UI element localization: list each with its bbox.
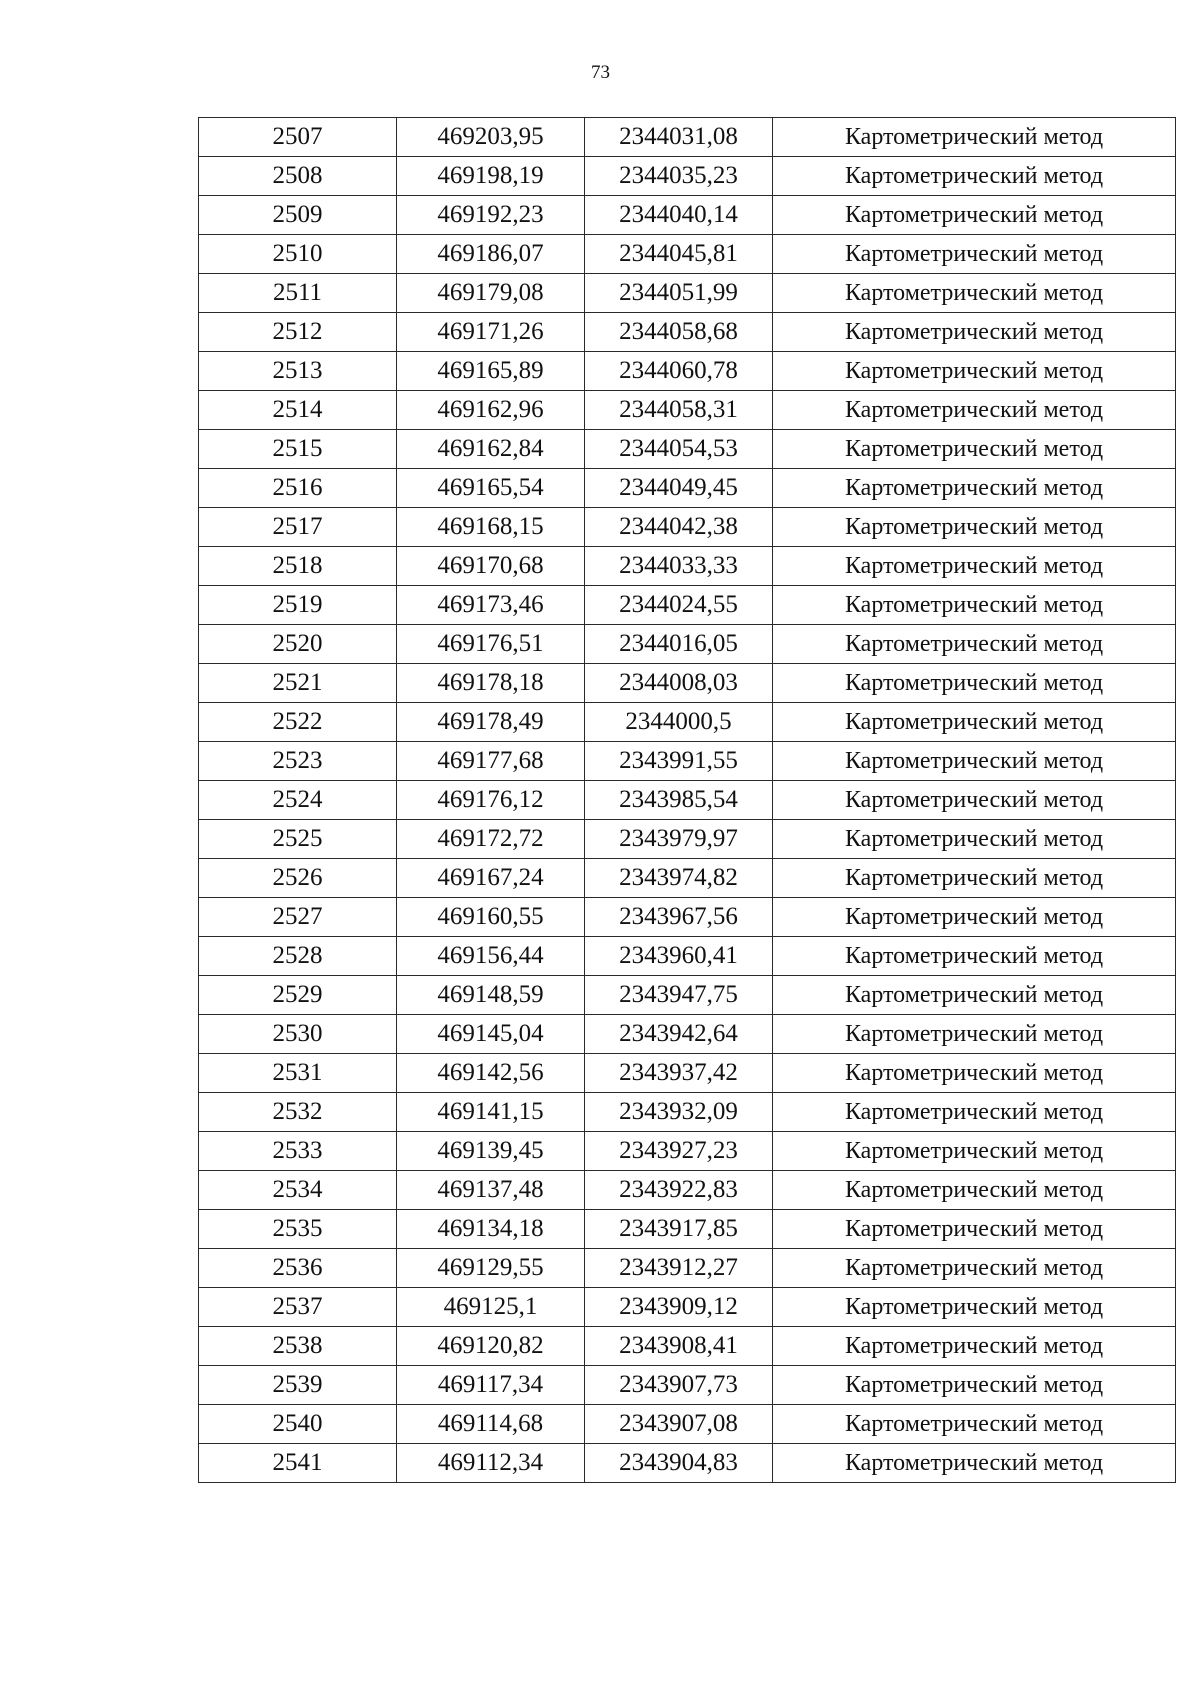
table-row xyxy=(199,196,1176,235)
table-row xyxy=(199,586,1176,625)
x-coordinate-cell: 469176,12 xyxy=(397,781,585,820)
x-coordinate-cell: 469178,18 xyxy=(397,664,585,703)
table-row xyxy=(199,1210,1176,1249)
x-coordinate-cell: 469176,51 xyxy=(397,625,585,664)
y-coordinate-cell: 2343927,23 xyxy=(585,1132,773,1171)
method-cell: Картометрический метод xyxy=(773,859,1176,898)
table-row xyxy=(199,430,1176,469)
table-row xyxy=(199,1171,1176,1210)
x-coordinate-cell: 469160,55 xyxy=(397,898,585,937)
table-row xyxy=(199,274,1176,313)
table-row xyxy=(199,157,1176,196)
x-coordinate-cell: 469148,59 xyxy=(397,976,585,1015)
method-cell: Картометрический метод xyxy=(773,742,1176,781)
x-coordinate-cell: 469120,82 xyxy=(397,1327,585,1366)
x-coordinate-cell: 469114,68 xyxy=(397,1405,585,1444)
point-number-cell: 2526 xyxy=(199,859,397,898)
method-cell: Картометрический метод xyxy=(773,1210,1176,1249)
table-row xyxy=(199,1015,1176,1054)
table-row xyxy=(199,859,1176,898)
table-row xyxy=(199,1405,1176,1444)
point-number-cell: 2523 xyxy=(199,742,397,781)
y-coordinate-cell: 2343912,27 xyxy=(585,1249,773,1288)
method-cell: Картометрический метод xyxy=(773,430,1176,469)
y-coordinate-cell: 2343904,83 xyxy=(585,1444,773,1483)
point-number-cell: 2528 xyxy=(199,937,397,976)
table-row xyxy=(199,1288,1176,1327)
point-number-cell: 2539 xyxy=(199,1366,397,1405)
table-row xyxy=(199,1054,1176,1093)
table-row xyxy=(199,1327,1176,1366)
method-cell: Картометрический метод xyxy=(773,1366,1176,1405)
y-coordinate-cell: 2343907,73 xyxy=(585,1366,773,1405)
y-coordinate-cell: 2343991,55 xyxy=(585,742,773,781)
point-number-cell: 2519 xyxy=(199,586,397,625)
x-coordinate-cell: 469145,04 xyxy=(397,1015,585,1054)
table-row xyxy=(199,313,1176,352)
method-cell: Картометрический метод xyxy=(773,703,1176,742)
y-coordinate-cell: 2343937,42 xyxy=(585,1054,773,1093)
method-cell: Картометрический метод xyxy=(773,1132,1176,1171)
point-number-cell: 2508 xyxy=(199,157,397,196)
point-number-cell: 2527 xyxy=(199,898,397,937)
table-row xyxy=(199,703,1176,742)
table-row xyxy=(199,1366,1176,1405)
method-cell: Картометрический метод xyxy=(773,547,1176,586)
y-coordinate-cell: 2344049,45 xyxy=(585,469,773,508)
x-coordinate-cell: 469156,44 xyxy=(397,937,585,976)
x-coordinate-cell: 469165,54 xyxy=(397,469,585,508)
point-number-cell: 2537 xyxy=(199,1288,397,1327)
table-row xyxy=(199,781,1176,820)
method-cell: Картометрический метод xyxy=(773,469,1176,508)
method-cell: Картометрический метод xyxy=(773,235,1176,274)
method-cell: Картометрический метод xyxy=(773,157,1176,196)
point-number-cell: 2515 xyxy=(199,430,397,469)
x-coordinate-cell: 469167,24 xyxy=(397,859,585,898)
method-cell: Картометрический метод xyxy=(773,898,1176,937)
point-number-cell: 2522 xyxy=(199,703,397,742)
table-row xyxy=(199,1444,1176,1483)
y-coordinate-cell: 2344031,08 xyxy=(585,118,773,157)
x-coordinate-cell: 469162,96 xyxy=(397,391,585,430)
y-coordinate-cell: 2343908,41 xyxy=(585,1327,773,1366)
method-cell: Картометрический метод xyxy=(773,937,1176,976)
page-number: 73 xyxy=(591,62,610,83)
y-coordinate-cell: 2344058,31 xyxy=(585,391,773,430)
point-number-cell: 2512 xyxy=(199,313,397,352)
table-row xyxy=(199,547,1176,586)
y-coordinate-cell: 2344040,14 xyxy=(585,196,773,235)
table-row xyxy=(199,937,1176,976)
x-coordinate-cell: 469162,84 xyxy=(397,430,585,469)
y-coordinate-cell: 2344024,55 xyxy=(585,586,773,625)
table-row xyxy=(199,820,1176,859)
x-coordinate-cell: 469173,46 xyxy=(397,586,585,625)
table-row xyxy=(199,508,1176,547)
table-row xyxy=(199,976,1176,1015)
point-number-cell: 2524 xyxy=(199,781,397,820)
table-row xyxy=(199,742,1176,781)
method-cell: Картометрический метод xyxy=(773,1093,1176,1132)
point-number-cell: 2514 xyxy=(199,391,397,430)
method-cell: Картометрический метод xyxy=(773,118,1176,157)
table-row xyxy=(199,391,1176,430)
x-coordinate-cell: 469170,68 xyxy=(397,547,585,586)
method-cell: Картометрический метод xyxy=(773,1054,1176,1093)
y-coordinate-cell: 2344042,38 xyxy=(585,508,773,547)
point-number-cell: 2535 xyxy=(199,1210,397,1249)
y-coordinate-cell: 2343932,09 xyxy=(585,1093,773,1132)
point-number-cell: 2540 xyxy=(199,1405,397,1444)
x-coordinate-cell: 469137,48 xyxy=(397,1171,585,1210)
method-cell: Картометрический метод xyxy=(773,391,1176,430)
method-cell: Картометрический метод xyxy=(773,1327,1176,1366)
x-coordinate-cell: 469192,23 xyxy=(397,196,585,235)
table-row xyxy=(199,664,1176,703)
y-coordinate-cell: 2344000,5 xyxy=(585,703,773,742)
y-coordinate-cell: 2343985,54 xyxy=(585,781,773,820)
method-cell: Картометрический метод xyxy=(773,508,1176,547)
y-coordinate-cell: 2343909,12 xyxy=(585,1288,773,1327)
y-coordinate-cell: 2344054,53 xyxy=(585,430,773,469)
point-number-cell: 2533 xyxy=(199,1132,397,1171)
table-row xyxy=(199,352,1176,391)
point-number-cell: 2510 xyxy=(199,235,397,274)
table-row xyxy=(199,469,1176,508)
point-number-cell: 2517 xyxy=(199,508,397,547)
x-coordinate-cell: 469177,68 xyxy=(397,742,585,781)
y-coordinate-cell: 2343960,41 xyxy=(585,937,773,976)
table-row xyxy=(199,235,1176,274)
table-row xyxy=(199,898,1176,937)
point-number-cell: 2507 xyxy=(199,118,397,157)
x-coordinate-cell: 469171,26 xyxy=(397,313,585,352)
point-number-cell: 2516 xyxy=(199,469,397,508)
x-coordinate-cell: 469141,15 xyxy=(397,1093,585,1132)
method-cell: Картометрический метод xyxy=(773,1015,1176,1054)
x-coordinate-cell: 469178,49 xyxy=(397,703,585,742)
x-coordinate-cell: 469112,34 xyxy=(397,1444,585,1483)
x-coordinate-cell: 469168,15 xyxy=(397,508,585,547)
y-coordinate-cell: 2343974,82 xyxy=(585,859,773,898)
y-coordinate-cell: 2343947,75 xyxy=(585,976,773,1015)
coordinates-table xyxy=(198,117,1176,1483)
x-coordinate-cell: 469203,95 xyxy=(397,118,585,157)
point-number-cell: 2520 xyxy=(199,625,397,664)
point-number-cell: 2536 xyxy=(199,1249,397,1288)
y-coordinate-cell: 2344033,33 xyxy=(585,547,773,586)
x-coordinate-cell: 469139,45 xyxy=(397,1132,585,1171)
y-coordinate-cell: 2344008,03 xyxy=(585,664,773,703)
y-coordinate-cell: 2343922,83 xyxy=(585,1171,773,1210)
y-coordinate-cell: 2343979,97 xyxy=(585,820,773,859)
method-cell: Картометрический метод xyxy=(773,1444,1176,1483)
point-number-cell: 2529 xyxy=(199,976,397,1015)
y-coordinate-cell: 2344045,81 xyxy=(585,235,773,274)
table-row xyxy=(199,1249,1176,1288)
point-number-cell: 2531 xyxy=(199,1054,397,1093)
point-number-cell: 2513 xyxy=(199,352,397,391)
method-cell: Картометрический метод xyxy=(773,586,1176,625)
method-cell: Картометрический метод xyxy=(773,1405,1176,1444)
x-coordinate-cell: 469129,55 xyxy=(397,1249,585,1288)
point-number-cell: 2518 xyxy=(199,547,397,586)
point-number-cell: 2532 xyxy=(199,1093,397,1132)
method-cell: Картометрический метод xyxy=(773,274,1176,313)
table-row xyxy=(199,1132,1176,1171)
x-coordinate-cell: 469125,1 xyxy=(397,1288,585,1327)
point-number-cell: 2530 xyxy=(199,1015,397,1054)
table-row xyxy=(199,118,1176,157)
x-coordinate-cell: 469142,56 xyxy=(397,1054,585,1093)
point-number-cell: 2541 xyxy=(199,1444,397,1483)
y-coordinate-cell: 2343907,08 xyxy=(585,1405,773,1444)
table-body xyxy=(199,118,1176,1483)
point-number-cell: 2525 xyxy=(199,820,397,859)
x-coordinate-cell: 469172,72 xyxy=(397,820,585,859)
y-coordinate-cell: 2344016,05 xyxy=(585,625,773,664)
y-coordinate-cell: 2343917,85 xyxy=(585,1210,773,1249)
method-cell: Картометрический метод xyxy=(773,664,1176,703)
x-coordinate-cell: 469179,08 xyxy=(397,274,585,313)
table-row xyxy=(199,625,1176,664)
method-cell: Картометрический метод xyxy=(773,820,1176,859)
x-coordinate-cell: 469117,34 xyxy=(397,1366,585,1405)
x-coordinate-cell: 469134,18 xyxy=(397,1210,585,1249)
point-number-cell: 2509 xyxy=(199,196,397,235)
method-cell: Картометрический метод xyxy=(773,352,1176,391)
method-cell: Картометрический метод xyxy=(773,625,1176,664)
point-number-cell: 2534 xyxy=(199,1171,397,1210)
method-cell: Картометрический метод xyxy=(773,1288,1176,1327)
method-cell: Картометрический метод xyxy=(773,313,1176,352)
point-number-cell: 2538 xyxy=(199,1327,397,1366)
y-coordinate-cell: 2344060,78 xyxy=(585,352,773,391)
y-coordinate-cell: 2344051,99 xyxy=(585,274,773,313)
table-row xyxy=(199,1093,1176,1132)
method-cell: Картометрический метод xyxy=(773,976,1176,1015)
y-coordinate-cell: 2343942,64 xyxy=(585,1015,773,1054)
y-coordinate-cell: 2344035,23 xyxy=(585,157,773,196)
x-coordinate-cell: 469186,07 xyxy=(397,235,585,274)
method-cell: Картометрический метод xyxy=(773,1171,1176,1210)
method-cell: Картометрический метод xyxy=(773,1249,1176,1288)
x-coordinate-cell: 469165,89 xyxy=(397,352,585,391)
point-number-cell: 2511 xyxy=(199,274,397,313)
method-cell: Картометрический метод xyxy=(773,196,1176,235)
y-coordinate-cell: 2343967,56 xyxy=(585,898,773,937)
method-cell: Картометрический метод xyxy=(773,781,1176,820)
y-coordinate-cell: 2344058,68 xyxy=(585,313,773,352)
point-number-cell: 2521 xyxy=(199,664,397,703)
x-coordinate-cell: 469198,19 xyxy=(397,157,585,196)
